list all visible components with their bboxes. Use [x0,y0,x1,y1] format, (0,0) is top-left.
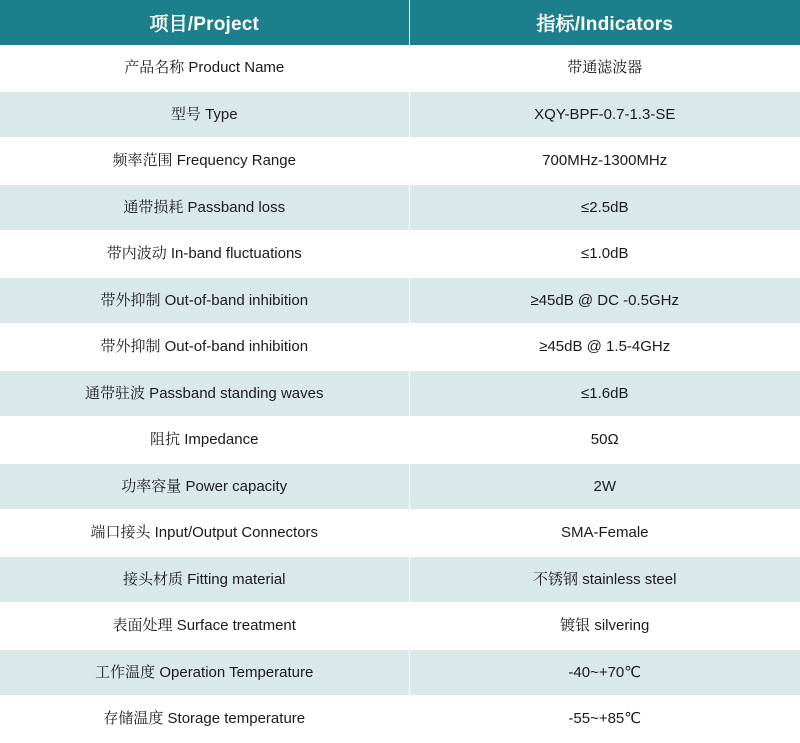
table-row [0,45,800,91]
table-row [0,463,800,510]
table-row [0,510,800,557]
cell-indicator: ≤1.0dB [409,231,800,278]
table-row [0,91,800,138]
column-header-project: 项目/Project [0,0,409,45]
table-row [0,556,800,603]
table-row [0,277,800,324]
table-row [0,370,800,417]
cell-project: 存储温度 Storage temperature [0,696,409,743]
cell-project: 带内波动 In-band fluctuations [0,231,409,278]
table-row [0,184,800,231]
table-row [0,231,800,278]
cell-indicator: XQY-BPF-0.7-1.3-SE [409,91,800,138]
cell-project: 表面处理 Surface treatment [0,603,409,650]
cell-project: 型号 Type [0,91,409,138]
cell-project: 阻抗 Impedance [0,417,409,464]
cell-indicator: 带通滤波器 [409,45,800,91]
cell-project: 通带驻波 Passband standing waves [0,370,409,417]
cell-indicator: ≥45dB @ 1.5-4GHz [409,324,800,371]
cell-project: 端口接头 Input/Output Connectors [0,510,409,557]
cell-project: 频率范围 Frequency Range [0,138,409,185]
table-body [0,45,800,742]
table-header-row [0,0,800,45]
cell-indicator: SMA-Female [409,510,800,557]
cell-project: 带外抑制 Out-of-band inhibition [0,277,409,324]
cell-project: 带外抑制 Out-of-band inhibition [0,324,409,371]
cell-indicator: 50Ω [409,417,800,464]
column-header-indicator: 指标/Indicators [409,0,800,45]
table-header [0,0,800,45]
table-row [0,696,800,743]
cell-project: 功率容量 Power capacity [0,463,409,510]
cell-indicator: ≥45dB @ DC -0.5GHz [409,277,800,324]
cell-indicator: 700MHz-1300MHz [409,138,800,185]
cell-project: 工作温度 Operation Temperature [0,649,409,696]
cell-indicator: 2W [409,463,800,510]
table-row [0,324,800,371]
cell-indicator: -55~+85℃ [409,696,800,743]
cell-indicator: 镀银 silvering [409,603,800,650]
cell-project: 接头材质 Fitting material [0,556,409,603]
table-row [0,138,800,185]
table-row [0,649,800,696]
cell-project: 产品名称 Product Name [0,45,409,91]
cell-project: 通带损耗 Passband loss [0,184,409,231]
table-row [0,603,800,650]
cell-indicator: 不锈钢 stainless steel [409,556,800,603]
table-row [0,417,800,464]
cell-indicator: -40~+70℃ [409,649,800,696]
cell-indicator: ≤1.6dB [409,370,800,417]
cell-indicator: ≤2.5dB [409,184,800,231]
